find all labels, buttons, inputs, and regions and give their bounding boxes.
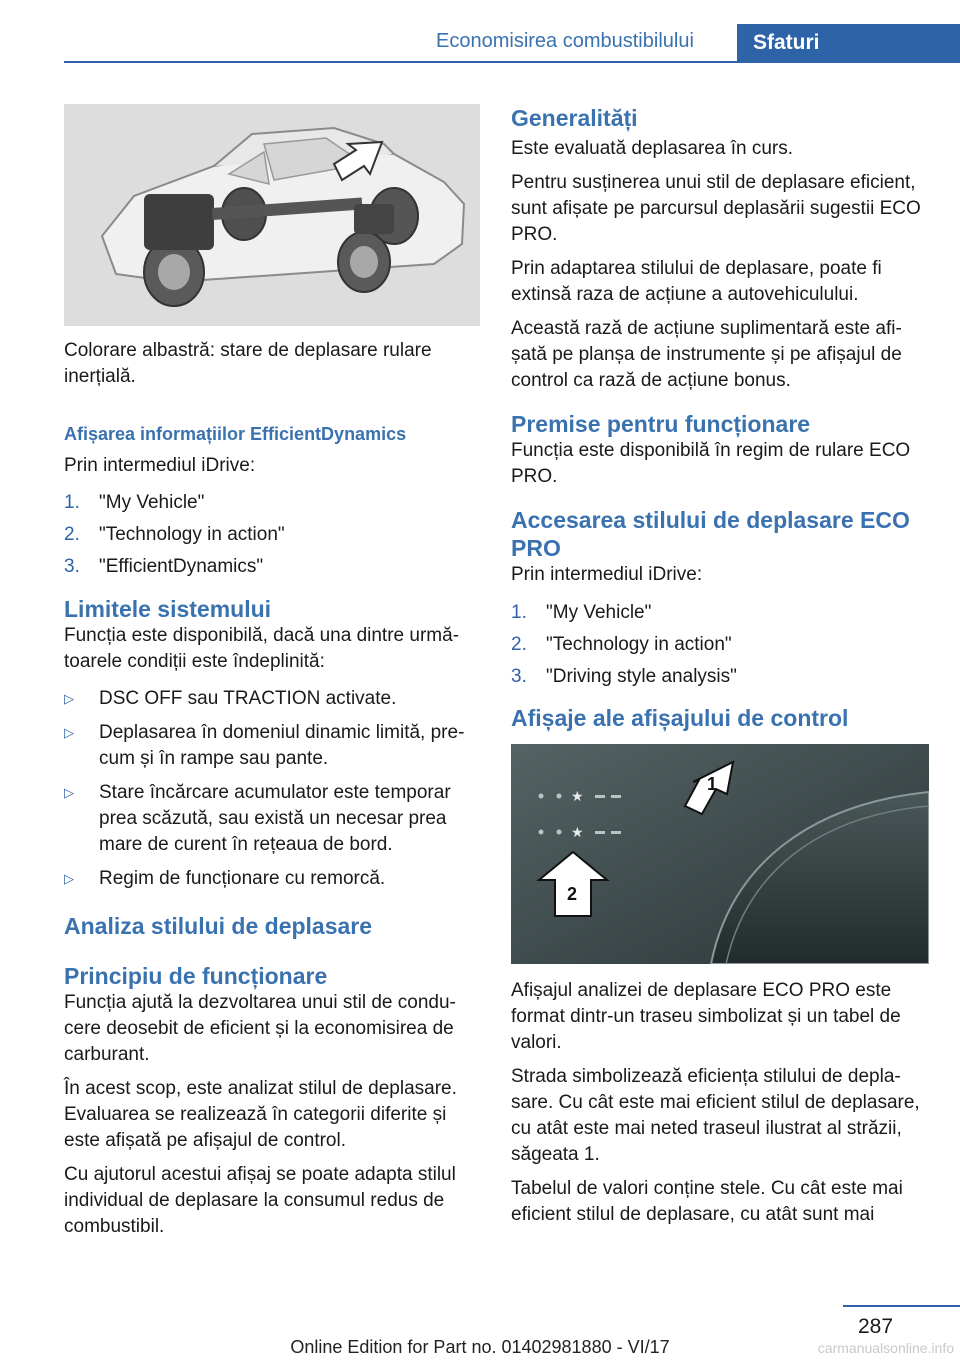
car-cutaway-illustration — [64, 104, 480, 326]
chapter-tab: Sfaturi — [737, 24, 960, 62]
limits-list — [64, 686, 480, 892]
page-number: 287 — [858, 1315, 894, 1338]
watermark: carmanualsonline.info — [817, 1340, 954, 1356]
list-item — [64, 720, 480, 772]
left-column — [64, 104, 480, 1248]
bullet-triangle-icon: ▷ — [64, 785, 74, 800]
efficientdynamics-intro: Prin intermediul iDrive: — [64, 455, 256, 476]
principle-paragraph: Funcția ajută la dezvoltarea unui stil de conducere deosebit de eficient și la economisirea de carburant. — [64, 992, 456, 1065]
step-text: "Driving style analysis" — [546, 666, 737, 687]
display-paragraph: Tabelul de valori conține stele. Cu cât este mai eficient stilul de deplasare, cu atât sunt mai — [511, 1178, 903, 1225]
bullet-triangle-icon: ▷ — [64, 691, 74, 706]
bullet-text: Regim de funcționare cu remorcă. — [99, 868, 386, 889]
bullet-text: Deplasarea în domeniul dinamic limită, precum și în rampe sau pante. — [99, 722, 465, 769]
eco-pro-display-illustration — [511, 744, 929, 964]
step-number: 1. — [64, 492, 80, 513]
bullet-triangle-icon: ▷ — [64, 871, 74, 886]
step-number: 3. — [64, 556, 80, 577]
general-heading: Generalități — [511, 105, 638, 131]
limits-heading: Limitele sistemului — [64, 596, 272, 622]
limits-intro: Funcția este disponibilă, dacă una dintre următoarele condiții este îndeplinită: — [64, 625, 460, 672]
list-item — [64, 490, 480, 516]
callout-number-2: 2 — [567, 884, 578, 904]
list-item — [511, 600, 929, 626]
access-intro: Prin intermediul iDrive: — [511, 564, 703, 585]
step-text: "EfficientDynamics" — [99, 556, 264, 577]
list-item — [511, 632, 929, 658]
access-heading: Accesarea stilului de deplasare ECO PRO — [511, 507, 910, 561]
list-item — [511, 664, 929, 690]
step-text: "Technology in action" — [99, 524, 285, 545]
svg-text:★: ★ — [571, 789, 584, 805]
step-number: 2. — [511, 634, 527, 655]
efficientdynamics-heading: Afișarea informațiilor EfficientDynamics — [64, 424, 407, 444]
bullet-triangle-icon: ▷ — [64, 725, 74, 740]
list-item — [64, 686, 480, 712]
footer-rule — [843, 1305, 960, 1307]
footer-edition: Online Edition for Part no. 01402981880 - VI/17 — [290, 1337, 670, 1357]
list-item — [64, 866, 480, 892]
bullet-text: Stare încărcare acumulator este temporar prea scăzută, sau există un necesar prea mare de curent în rețeaua de bord. — [99, 782, 451, 855]
svg-text:★: ★ — [571, 825, 584, 841]
step-text: "Technology in action" — [546, 634, 732, 655]
hybrid-drivetrain-figure — [64, 104, 480, 326]
display-heading: Afișaje ale afișajului de control — [511, 705, 849, 731]
bullet-text: DSC OFF sau TRACTION activate. — [99, 688, 397, 709]
callout-number-1: 1 — [707, 774, 718, 794]
page-header — [0, 0, 960, 64]
prereq-heading: Premise pentru funcționare — [511, 411, 811, 437]
general-paragraph: Pentru susținerea unui stil de deplasare eficient, sunt afișate pe parcursul deplasării sugestii ECO PRO. — [511, 172, 921, 245]
general-paragraph: Această rază de acțiune suplimentară este afișată pe planșa de instrumente și pe afișajul de control ca rază de acțiune bonus. — [511, 318, 902, 391]
general-paragraph: Este evaluată deplasarea în curs. — [511, 138, 794, 159]
right-column — [511, 104, 929, 1236]
header-rule — [64, 61, 960, 63]
section-title: Economisirea combustibilului — [436, 30, 694, 52]
access-steps — [511, 600, 929, 690]
step-number: 3. — [511, 666, 527, 687]
figure1-caption: Colorare albastră: stare de deplasare rulare inerțială. — [64, 340, 432, 387]
list-item — [64, 522, 480, 548]
step-text: "My Vehicle" — [99, 492, 205, 513]
prereq-text: Funcția este disponibilă în regim de rulare ECO PRO. — [511, 440, 911, 487]
eco-pro-display-figure — [511, 744, 929, 964]
step-number: 2. — [64, 524, 80, 545]
display-paragraph: Afișajul analizei de deplasare ECO PRO este format dintr-un traseu simbolizat și un tabel de valori. — [511, 980, 901, 1053]
display-paragraph: Strada simbolizează eficiența stilului de deplasare. Cu cât este mai eficient stilul de deplasare, cu atât este mai neted traseul ilustrat al străzii, săgeata 1. — [511, 1066, 920, 1165]
efficientdynamics-steps — [64, 490, 480, 580]
principle-paragraph: În acest scop, este analizat stilul de deplasare. Evaluarea se realizează în categorii diferite și este afișată pe afișajul de control. — [64, 1078, 457, 1151]
list-item — [64, 780, 480, 858]
principle-paragraph: Cu ajutorul acestui afișaj se poate adapta stilul individual de deplasare la consumul redus de combustibil. — [64, 1164, 456, 1237]
step-number: 1. — [511, 602, 527, 623]
principle-heading: Principiu de funcționare — [64, 963, 328, 989]
general-paragraph: Prin adaptarea stilului de deplasare, poate fi extinsă raza de acțiune a autovehiculului. — [511, 258, 882, 305]
analysis-heading: Analiza stilului de deplasare — [64, 913, 373, 939]
list-item — [64, 554, 480, 580]
step-text: "My Vehicle" — [546, 602, 652, 623]
